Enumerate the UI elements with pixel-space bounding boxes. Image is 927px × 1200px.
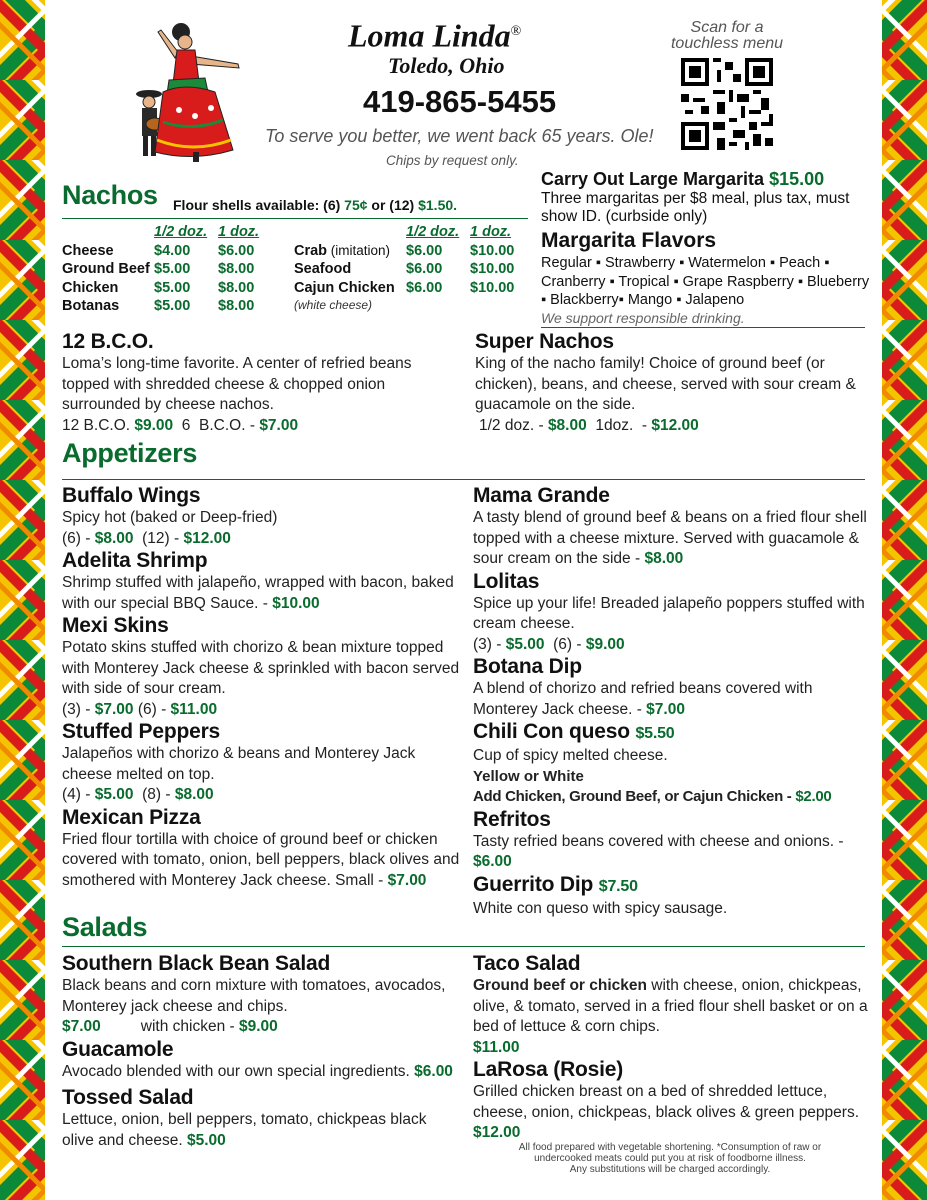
item-desc: Fried flour tortilla with choice of ground beef or chicken covered with tomato, onion, bell peppers, black olives and smothered with Monterey Jack cheese. Small - $7.00 — [62, 830, 460, 889]
item-desc: King of the nacho family! Choice of ground beef (or chicken), beans, and cheese, served with sour cream & guacamole on the side. — [475, 355, 856, 413]
item-desc: Shrimp stuffed with jalapeño, wrapped with bacon, baked with our special BBQ Sauce. - $10.00 — [62, 574, 454, 612]
item-title: Mexi Skins — [62, 614, 169, 637]
carry-out-margarita-desc: Three margaritas per $8 meal, plus tax, must show ID. (curbside only) — [541, 190, 850, 225]
nachos-table-right: 1/2 doz. 1 doz. Crab (imitation) $6.00 $10.00 Seafood $6.00 $10.00 Cajun Chicken $6.00 $10.00 (white cheese) — [294, 224, 515, 312]
appetizers-heading: Appetizers — [62, 438, 198, 468]
item-title: Chili Con queso $5.50 — [473, 720, 675, 743]
appetizers-rule — [62, 479, 865, 480]
carry-out-margarita-title: Carry Out Large Margarita $15.00 — [541, 169, 825, 189]
chips-note: Chips by request only. — [386, 153, 519, 168]
salads-left-column — [62, 952, 462, 1151]
right-decorative-border — [882, 0, 927, 1200]
nachos-rule — [62, 218, 528, 219]
bco-item — [62, 330, 462, 436]
salads-rule — [62, 946, 865, 947]
flour-shells-note: Flour shells available: (6) 75¢ or (12) $1.50. — [173, 197, 458, 213]
item-title: Buffalo Wings — [62, 484, 201, 507]
item-desc: Cup of spicy melted cheese. — [473, 747, 668, 764]
nacho-row: Cajun Chicken $6.00 $10.00 — [294, 279, 515, 296]
chili-yellow-white: Yellow or White — [473, 767, 584, 785]
item-prices: (3) - $7.00 (6) - $11.00 — [62, 700, 218, 718]
item-title: Stuffed Peppers — [62, 720, 221, 743]
nacho-row: Seafood $6.00 $10.00 — [294, 261, 515, 277]
scan-line-2: touchless menu — [670, 35, 784, 52]
item-prices: $11.00 — [473, 1038, 520, 1056]
item-desc: Jalapeños with chorizo & beans and Monterey Jack cheese melted on top. — [62, 745, 416, 783]
item-title: Refritos — [473, 807, 551, 831]
item-desc: A tasty blend of ground beef & beans on a fried flour shell topped with a cheese mixture. Served with guacamole & sour cream on the side - $8.00 — [473, 509, 867, 567]
item-title: 12 B.C.O. — [62, 330, 154, 353]
appetizers-right-column — [473, 484, 873, 919]
col-half-dozen: 1/2 doz. — [154, 224, 208, 240]
item-desc: Spicy hot (baked or Deep-fried) — [62, 509, 278, 526]
margarita-flavors-list: Regular ▪ Strawberry ▪ Watermelon ▪ Peach ▪ Cranberry ▪ Tropical ▪ Grape Raspberry ▪ Blueberry ▪ Blackberry▪ Mango ▪ Jalapeno — [541, 255, 870, 308]
item-desc: A blend of chorizo and refried beans covered with Monterey Jack cheese. - $7.00 — [473, 680, 813, 718]
margarita-rule — [541, 327, 865, 328]
nacho-row: Ground Beef $5.00 $8.00 — [62, 261, 255, 277]
super-nachos-item — [475, 330, 875, 436]
item-title: Tossed Salad — [62, 1086, 194, 1109]
item-desc: White con queso with spicy sausage. — [473, 899, 728, 917]
margarita-box — [541, 169, 871, 326]
salads-right-column — [473, 952, 873, 1144]
menu-page — [45, 0, 882, 1200]
nachos-table-left — [62, 223, 259, 316]
item-title: Super Nachos — [475, 330, 614, 353]
item-title: Mama Grande — [473, 484, 610, 507]
city-name: Toledo, Ohio — [388, 53, 505, 78]
footer-line-2: undercooked meats could put you at risk of foodborne illness. — [534, 1153, 806, 1164]
item-desc: Black beans and corn mixture with tomatoes, avocados, Monterey jack cheese and chips. — [62, 977, 446, 1015]
item-prices: 1/2 doz. - $8.00 1doz. - $12.00 — [479, 416, 699, 434]
col-one-dozen: 1 doz. — [218, 224, 260, 240]
nacho-row: Chicken $5.00 $8.00 — [62, 279, 255, 296]
item-prices: (3) - $5.00 (6) - $9.00 — [473, 635, 625, 653]
left-decorative-border — [0, 0, 45, 1200]
footer-line-1: All food prepared with vegetable shortening. *Consumption of raw or — [518, 1142, 822, 1153]
item-title: Guerrito Dip $7.50 — [473, 872, 638, 896]
responsible-drinking-note: We support responsible drinking. — [541, 309, 745, 326]
tagline: To serve you better, we went back 65 years. Ole! — [265, 126, 654, 146]
item-title: Mexican Pizza — [62, 805, 201, 829]
item-desc: Tasty refried beans covered with cheese and onions. - $6.00 — [473, 832, 844, 870]
item-title: Southern Black Bean Salad — [62, 952, 331, 975]
appetizers-left-column — [62, 484, 462, 891]
scan-line-1: Scan for a — [690, 19, 764, 36]
nacho-row: Botanas $5.00 $8.00 — [62, 298, 255, 314]
phone-number: 419-865-5455 — [363, 84, 557, 119]
item-title: Lolitas — [473, 569, 540, 593]
item-prices: (4) - $5.00 (8) - $8.00 — [62, 786, 214, 803]
item-desc: Avocado blended with our own special ingredients. $6.00 — [62, 1062, 453, 1080]
item-desc: Ground beef or chicken with cheese, onion, chickpeas, olive, & tomato, served in a fried flour shell basket or on a bed of lettuce & corn chips. — [473, 977, 868, 1035]
item-title: LaRosa (Rosie) — [473, 1058, 624, 1081]
chili-add-on: Add Chicken, Ground Beef, or Cajun Chicken - $2.00 — [473, 788, 832, 805]
white-cheese-note: (white cheese) — [294, 298, 373, 312]
margarita-flavors-title: Margarita Flavors — [541, 229, 717, 252]
nachos-heading: Nachos — [62, 180, 158, 210]
item-desc: Spice up your life! Breaded jalapeño poppers stuffed with cream cheese. — [473, 594, 865, 632]
item-title: Guacamole — [62, 1037, 174, 1061]
footer-line-3: Any substitutions will be charged accordingly. — [569, 1164, 771, 1175]
scan-caption — [667, 20, 787, 52]
item-title: Adelita Shrimp — [62, 549, 208, 572]
nacho-row: Crab (imitation) $6.00 $10.00 — [294, 242, 515, 259]
item-desc: Grilled chicken breast on a bed of shredded lettuce, cheese, onion, chickpeas, black olives & green peppers. $12.00 — [473, 1083, 860, 1141]
qr-code-icon[interactable] — [681, 58, 773, 150]
footer-disclaimer — [485, 1142, 855, 1175]
item-desc: Potato skins stuffed with chorizo & bean mixture topped with Monterey Jack cheese & sprinkled with bacon served with side of sour cream. — [62, 639, 460, 697]
item-desc: Loma’s long-time favorite. A center of refried beans topped with shredded cheese & chopped onion surrounded by cheese nachos. — [62, 355, 412, 413]
restaurant-name: Loma Linda® — [348, 17, 522, 54]
salads-heading: Salads — [62, 912, 148, 942]
nacho-row: Cheese $4.00 $6.00 — [62, 242, 255, 259]
item-prices: 12 B.C.O. $9.00 6 B.C.O. - $7.00 — [62, 416, 299, 434]
item-title: Taco Salad — [473, 952, 581, 975]
item-title: Botana Dip — [473, 655, 582, 678]
item-prices: (6) - $8.00 (12) - $12.00 — [62, 529, 231, 547]
item-desc: Lettuce, onion, bell peppers, tomato, chickpeas black olive and cheese. $5.00 — [62, 1111, 427, 1149]
dancer-illustration — [133, 12, 283, 167]
item-prices: $7.00 with chicken - $9.00 — [62, 1018, 278, 1035]
